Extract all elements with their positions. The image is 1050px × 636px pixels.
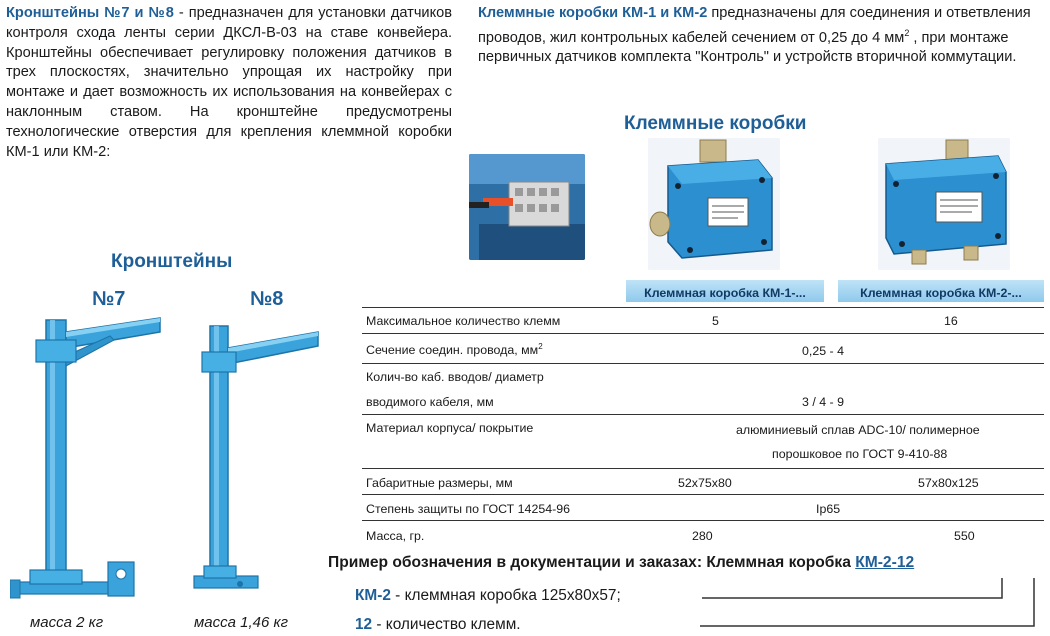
dash: - bbox=[173, 5, 189, 21]
row-label-line2: вводимого кабеля, мм bbox=[366, 395, 494, 409]
km2-value: 16 bbox=[944, 314, 958, 328]
row-label: Максимальное количество клемм bbox=[366, 314, 561, 328]
merged-value-line2: порошковое по ГОСТ 9-410-88 bbox=[772, 447, 948, 461]
table-row bbox=[362, 307, 1044, 334]
legend-text: - количество клемм. bbox=[372, 616, 521, 633]
terminal-block-photo bbox=[469, 154, 585, 260]
example-prefix: Пример обозначения в документации и заказах: Клеммная коробка bbox=[328, 554, 856, 571]
brackets-heading: Кронштейны №7 и №8 bbox=[6, 5, 174, 21]
km2-value: 57х80х125 bbox=[918, 476, 979, 490]
bracket-8-image bbox=[190, 318, 330, 608]
legend-item-count bbox=[355, 616, 521, 634]
km1-box-photo bbox=[648, 138, 780, 270]
example-code-model: КМ-2 bbox=[855, 554, 892, 571]
row-label: Материал корпуса/ покрытие bbox=[366, 421, 534, 435]
row-label: Габаритные размеры, мм bbox=[366, 476, 513, 490]
header-km2: Клеммная коробка КМ-2-... bbox=[838, 280, 1044, 302]
brackets-title: Кронштейны bbox=[111, 251, 233, 272]
table-row bbox=[362, 333, 1044, 364]
table-row bbox=[362, 520, 1044, 547]
table-row bbox=[362, 468, 1044, 495]
boxes-title: Клеммные коробки bbox=[624, 113, 807, 134]
row-label: Степень защиты по ГОСТ 14254-96 bbox=[366, 502, 571, 516]
row-label-text: Сечение соедин. провода, мм bbox=[366, 343, 539, 358]
km1-value: 5 bbox=[712, 314, 719, 328]
row-label bbox=[366, 342, 543, 357]
example-code-count: 12 bbox=[896, 554, 915, 571]
table-row bbox=[362, 494, 1044, 521]
brackets-body: предназначен для установки датчиков контроля схода ленты серии ДКСЛ-В-03 на ставе конвейера. Кронштейны обеспечивает регулировку положения датчиков в трех плоскостях, значительно упрощая их настройку при монтаже и дает возможность их использования на конвейерах с наклонным ставом. На кронштейне предусмотрены технологические отверстия для крепления клеммной коробки КМ-1 или КМ-2: bbox=[6, 5, 452, 160]
km1-value: 52х75х80 bbox=[678, 476, 732, 490]
boxes-description bbox=[478, 4, 1038, 68]
header-km1: Клеммная коробка КМ-1-... bbox=[626, 280, 824, 302]
km2-box-photo bbox=[878, 138, 1010, 270]
legend-item-model bbox=[355, 587, 621, 605]
merged-value: 0,25 - 4 bbox=[802, 344, 845, 358]
legend-text: - клеммная коробка 125х80х57; bbox=[390, 587, 621, 604]
boxes-body-a: предназначены для соединения и ответвления проводов, жил контрольных кабелей сечением от 0,25 до 4 мм bbox=[478, 5, 1031, 46]
table-row bbox=[362, 363, 1044, 415]
bracket-8-label: №8 bbox=[250, 288, 284, 310]
sup-2: 2 bbox=[538, 342, 543, 351]
leader-lines bbox=[700, 578, 1046, 634]
merged-value-line1: алюминиевый сплав ADC-10/ полимерное bbox=[736, 423, 980, 437]
legend-code: КМ-2 bbox=[355, 587, 391, 604]
table-row bbox=[362, 414, 1044, 469]
sup-2: 2 bbox=[904, 27, 910, 38]
boxes-heading: Клеммные коробки КМ-1 и КМ-2 bbox=[478, 5, 708, 21]
example-code-sep: - bbox=[891, 554, 897, 571]
km2-value: 550 bbox=[954, 529, 975, 543]
brackets-description bbox=[6, 4, 452, 162]
merged-value: 3 / 4 - 9 bbox=[802, 395, 845, 409]
bracket-8-mass: масса 1,46 кг bbox=[194, 614, 288, 631]
merged-value: Ip65 bbox=[816, 502, 841, 516]
bracket-7-mass: масса 2 кг bbox=[30, 614, 104, 631]
row-label-line1: Колич-во каб. вводов/ диаметр bbox=[366, 370, 544, 384]
order-example bbox=[328, 554, 914, 572]
km1-value: 280 bbox=[692, 529, 713, 543]
bracket-7-image bbox=[10, 312, 170, 612]
bracket-7-label: №7 bbox=[92, 288, 126, 310]
boxes-body-b: , при монтаже первичных датчиков комплекта "Контроль" и устройств вторичной коммутации. bbox=[478, 29, 1017, 66]
legend-code: 12 bbox=[355, 616, 373, 633]
row-label: Масса, гр. bbox=[366, 529, 425, 543]
